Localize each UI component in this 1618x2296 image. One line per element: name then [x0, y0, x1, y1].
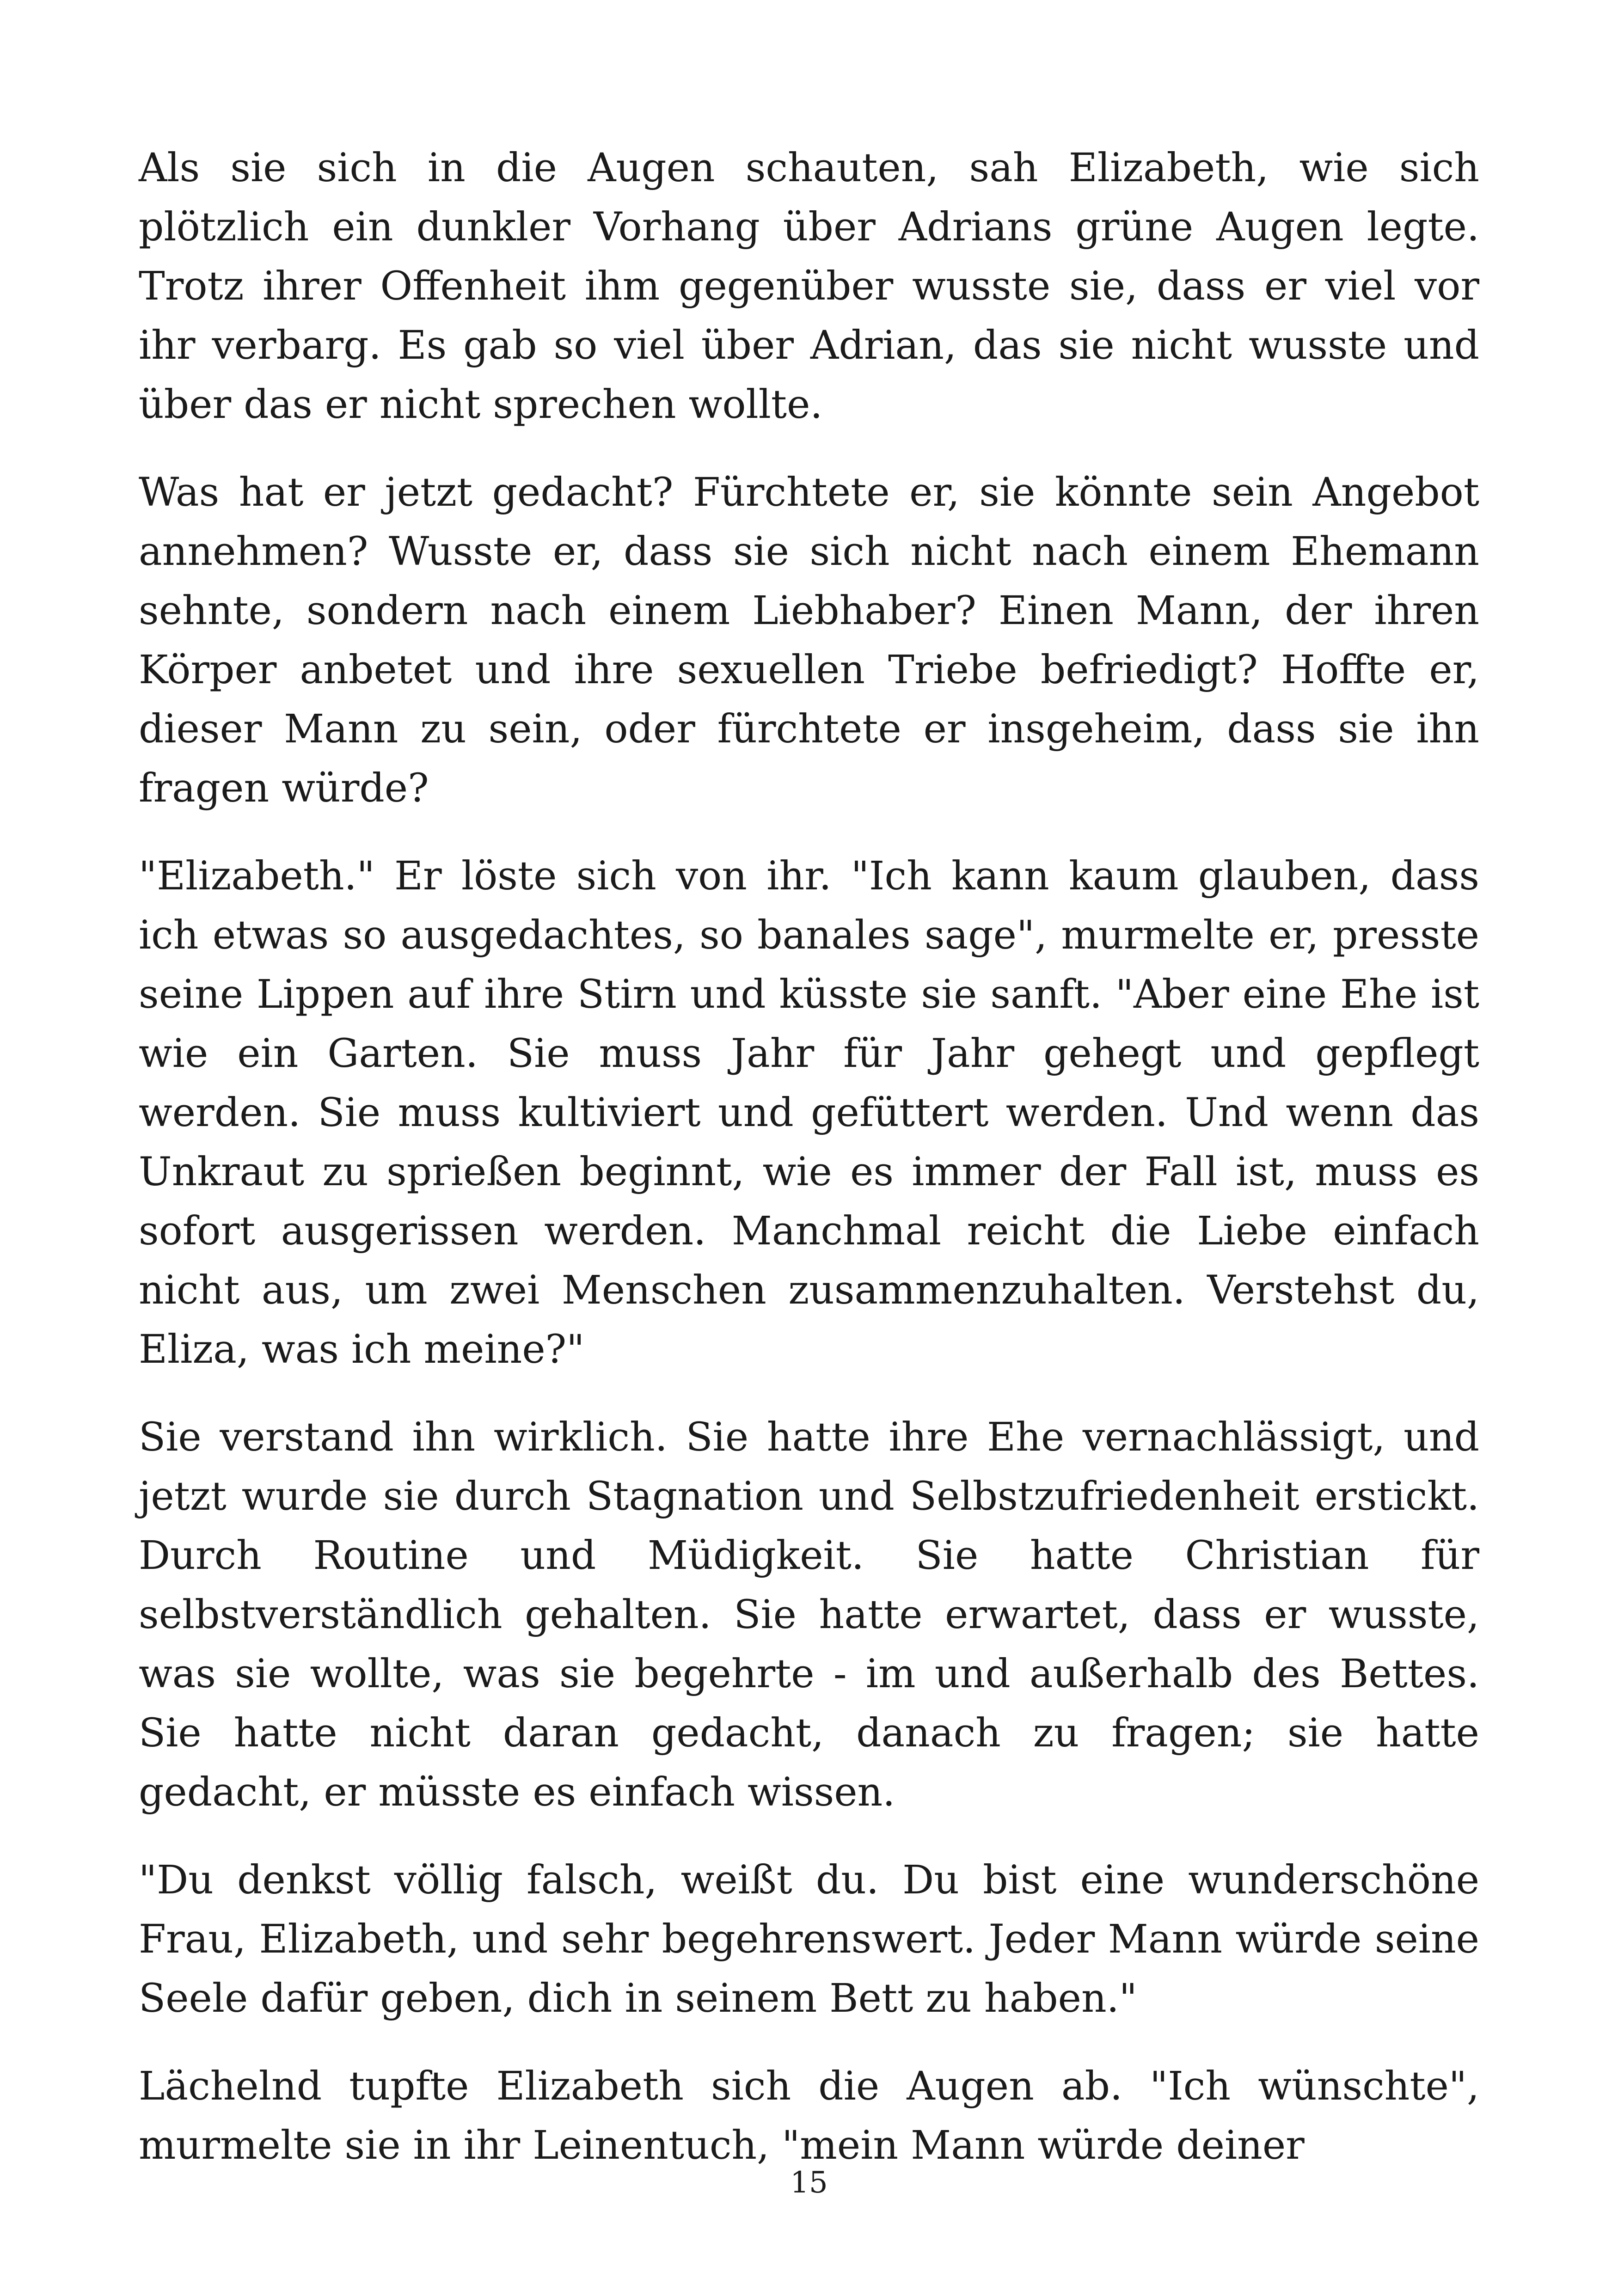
paragraph: Sie verstand ihn wirklich. Sie hatte ihre Ehe vernachlässigt, und jetzt wurde sie durch Stagnation und Selbstzufriedenheit erstickt. Durch Routine und Müdigkeit. Sie hatte Christian für selbstverständlich gehalten. Sie hatte erwartet, dass er wusste, was sie wollte, was sie begehrte - im und außerhalb des Bettes. Sie hatte nicht daran gedacht, danach zu fragen; sie hatte gedacht, er müsste es einfach wissen. — [139, 1414, 1479, 1815]
paragraph: Was hat er jetzt gedacht? Fürchtete er, sie könnte sein Angebot annehmen? Wusste er, dass sie sich nicht nach einem Ehemann sehnte, sondern nach einem Liebhaber? Einen Mann, der ihren Körper anbetet und ihre sexuellen Triebe befriedigt? Hoffte er, dieser Mann zu sein, oder fürchtete er insgeheim, dass sie ihn fragen würde? — [139, 470, 1479, 811]
paragraph: Als sie sich in die Augen schauten, sah Elizabeth, wie sich plötzlich ein dunkler Vorhang über Adrians grüne Augen legte. Trotz ihrer Offenheit ihm gegenüber wusste sie, dass er viel vor ihr verbarg. Es gab so viel über Adrian, das sie nicht wusste und über das er nicht sprechen wollte. — [139, 145, 1479, 428]
paragraph: "Elizabeth." Er löste sich von ihr. "Ich kann kaum glauben, dass ich etwas so ausgedachtes, so banales sage", murmelte er, presste seine Lippen auf ihre Stirn und küsste sie sanft. "Aber eine Ehe ist wie ein Garten. Sie muss Jahr für Jahr gehegt und gepflegt werden. Sie muss kultiviert und gefüttert werden. Und wenn das Unkraut zu sprießen beginnt, wie es immer der Fall ist, muss es sofort ausgerissen werden. Manchmal reicht die Liebe einfach nicht aus, um zwei Menschen zusammenzuhalten. Verstehst du, Eliza, was ich meine?" — [139, 853, 1479, 1372]
page-number: 15 — [790, 2166, 828, 2200]
paragraph: Lächelnd tupfte Elizabeth sich die Augen ab. "Ich wünschte", murmelte sie in ihr Leinentuch, "mein Mann würde deiner — [139, 2063, 1479, 2168]
paragraph: "Du denkst völlig falsch, weißt du. Du bist eine wunderschöne Frau, Elizabeth, und sehr begehrenswert. Jeder Mann würde seine Seele dafür geben, dich in seinem Bett zu haben." — [139, 1857, 1479, 2021]
body-text — [139, 139, 1479, 2175]
